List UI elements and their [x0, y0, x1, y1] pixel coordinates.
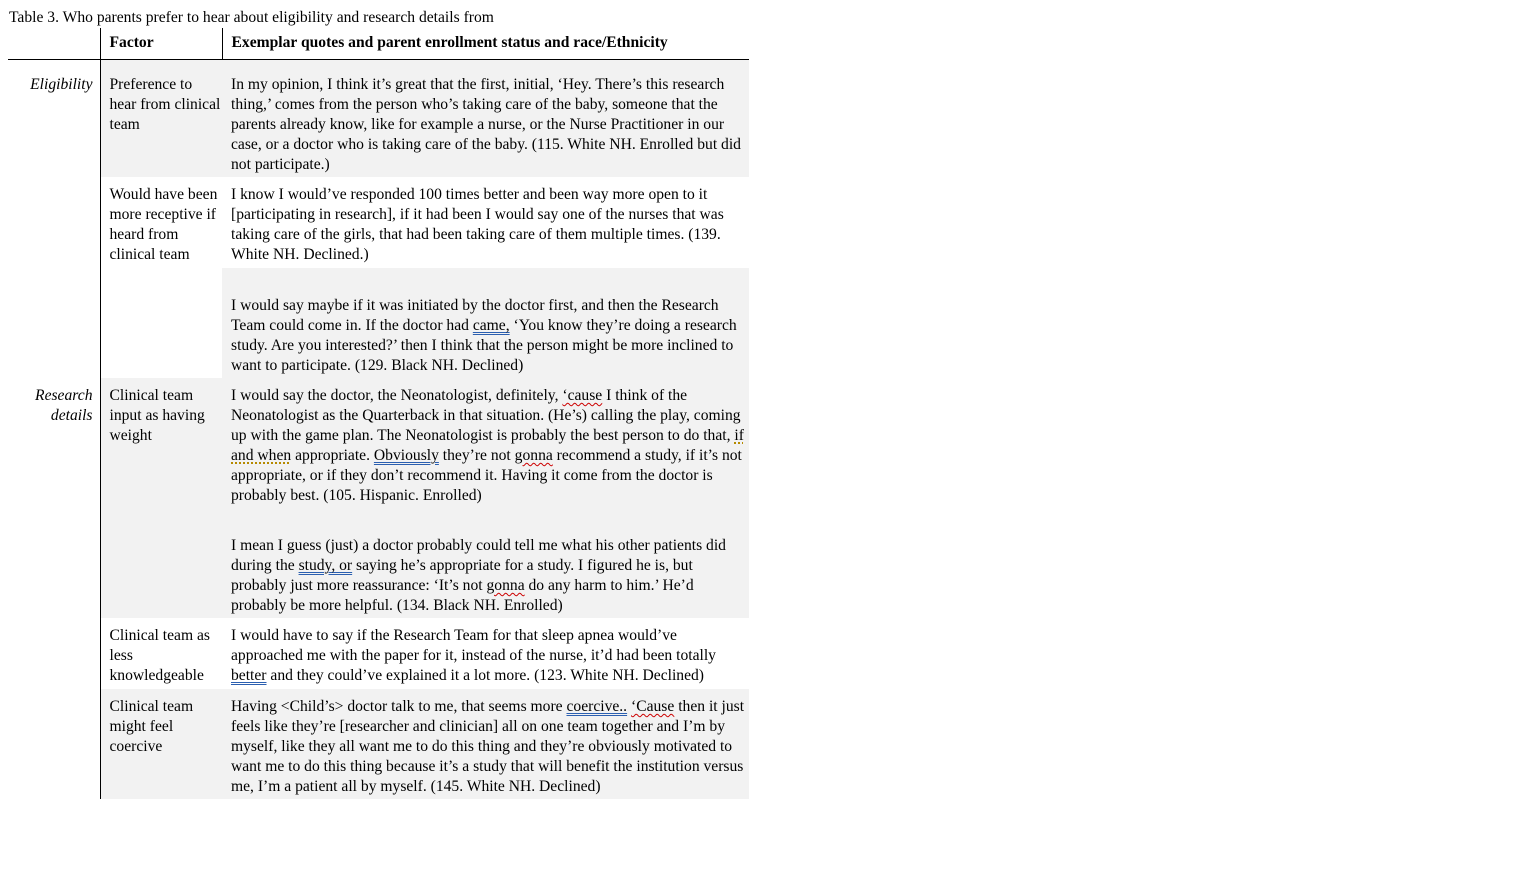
row-factor: Clinical team as less knowledgeable [100, 618, 222, 689]
table-header-row [8, 28, 749, 60]
row-category [8, 177, 100, 268]
row-quote: In my opinion, I think it’s great that the first, initial, ‘Hey. There’s this research thing,’ comes from the person who’s taking care of the baby, someone that the parents already know, like for example a nurse, or the Nurse Practitioner in our case, or a doctor who is taking care of the baby. (115. White NH. Enrolled but did not participate.) [222, 60, 749, 178]
row-category [8, 268, 100, 378]
row-factor [100, 508, 222, 618]
header-category [8, 28, 100, 60]
table-row [8, 177, 749, 268]
table-row [8, 378, 749, 508]
row-factor: Clinical team might feel coercive [100, 689, 222, 799]
row-factor: Preference to hear from clinical team [100, 60, 222, 178]
table-caption: Table 3. Who parents prefer to hear about eligibility and research details from [9, 9, 494, 26]
header-factor: Factor [100, 28, 222, 60]
row-category [8, 689, 100, 799]
row-quote: I know I would’ve responded 100 times better and been way more open to it [participating in research], if it had been I would say one of the nurses that was taking care of the girls, that had been taking care of them multiple times. (139. White NH. Declined.) [231, 186, 724, 263]
row-quote: I mean I guess (just) a doctor probably could tell me what his other patients did during the study, or saying he’s appropriate for a study. I figured he is, but probably just more reassurance: ‘It’s not gonna do any harm to him.’ He’d probably be more helpful. (134. Black NH. Enrolled) [222, 508, 749, 618]
quotes-table [8, 28, 749, 799]
row-quote: Having <Child’s> doctor talk to me, that seems more coercive.. ‘Cause then it just feels like they’re [researcher and clinician] all on one team together and I’m by myself, like they all want me to do this thing and they’re obviously motivated to want me to do this thing because it’s a study that will benefit the institution versus me, I’m a patient all by myself. (145. White NH. Declined) [222, 689, 749, 799]
table-row [8, 689, 749, 799]
row-category: Research details [35, 387, 93, 424]
document-page [8, 8, 749, 799]
table-row [8, 60, 749, 178]
row-quote: I would have to say if the Research Team for that sleep apnea would’ve approached me with the paper for it, instead of the nurse, it’d had been totally better and they could’ve explained it a lot more. (123. White NH. Declined) [231, 627, 716, 684]
row-quote: I would say the doctor, the Neonatologist, definitely, ‘cause I think of the Neonatologist as the Quarterback in that situation. (He’s) calling the play, coming up with the game plan. The Neonatologist is probably the best person to do that, if and when appropriate. Obviously they’re not gonna recommend a study, if it’s not appropriate, or if they don’t recommend it. Having it come from the doctor is probably best. (105. Hispanic. Enrolled) [222, 378, 749, 508]
row-quote: I would say maybe if it was initiated by the doctor first, and then the Research Team could come in. If the doctor had came, ‘You know they’re doing a research study. Are you interested?’ then I think that the person might be more inclined to want to participate. (129. Black NH. Declined) [222, 268, 749, 378]
row-category: Eligibility [30, 76, 93, 93]
row-factor: Clinical team input as having weight [100, 378, 222, 508]
row-category [8, 508, 100, 618]
row-category [8, 618, 100, 689]
table-row [8, 268, 749, 378]
row-factor [100, 268, 222, 378]
table-row [8, 618, 749, 689]
row-factor: Would have been more receptive if heard from clinical team [100, 177, 222, 268]
table-row [8, 508, 749, 618]
header-quotes: Exemplar quotes and parent enrollment status and race/Ethnicity [222, 28, 749, 60]
